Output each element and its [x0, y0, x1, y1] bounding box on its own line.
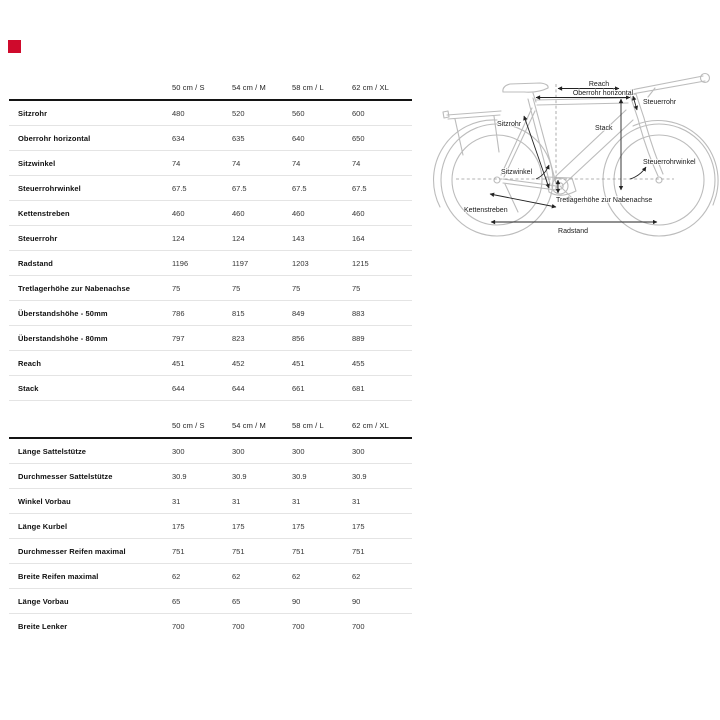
cell-value-l: 700 [292, 622, 305, 631]
cell-value-xl: 175 [352, 521, 365, 531]
cell-value-s: 700 [172, 622, 185, 631]
cell-value-xl: 75 [352, 283, 361, 293]
cell-value-xl: 31 [352, 496, 361, 506]
cell-value-s: 480 [172, 108, 185, 118]
size-header-row [9, 414, 412, 437]
table-row [9, 614, 412, 639]
cell-value-l: 849 [292, 308, 305, 318]
row-label: Breite Reifen maximal [18, 571, 99, 581]
cell-value-m: 75 [232, 283, 241, 293]
row-label: Stack [18, 383, 39, 393]
diagram-label-reach: Reach [588, 81, 610, 88]
cell-value-l: 751 [292, 546, 305, 556]
cell-value-m: 30.9 [232, 471, 247, 481]
head-tube [630, 94, 644, 119]
table-row [9, 326, 412, 351]
diagram-label-radstand: Radstand [558, 228, 588, 235]
handlebar [630, 76, 705, 97]
cell-value-xl: 650 [352, 133, 365, 143]
table-row [9, 589, 412, 614]
row-label: Steuerrohr [18, 233, 58, 243]
row-label: Länge Kurbel [18, 521, 68, 531]
cell-value-l: 75 [292, 283, 301, 293]
table-row [9, 464, 412, 489]
table-row [9, 539, 412, 564]
cell-value-l: 640 [292, 133, 305, 143]
cell-value-l: 31 [292, 496, 301, 506]
saddle [503, 83, 548, 102]
cell-value-s: 67.5 [172, 183, 187, 193]
cell-value-l: 175 [292, 521, 305, 531]
table-row [9, 351, 412, 376]
cell-value-m: 74 [232, 158, 241, 168]
cell-value-l: 460 [292, 208, 305, 218]
geometry-table [9, 76, 412, 639]
cell-value-xl: 681 [352, 383, 365, 393]
table-row [9, 126, 412, 151]
row-label: Durchmesser Sattelstütze [18, 471, 113, 481]
row-label: Überstandshöhe - 80mm [18, 333, 108, 343]
cell-value-l: 300 [292, 446, 305, 456]
row-label: Durchmesser Reifen maximal [18, 546, 126, 556]
cell-value-l: 143 [292, 233, 305, 243]
cell-value-l: 90 [292, 596, 301, 606]
cell-value-m: 460 [232, 208, 245, 218]
row-label: Reach [18, 358, 42, 368]
table-row [9, 376, 412, 401]
table-row [9, 514, 412, 539]
rear-hub [494, 177, 500, 183]
cell-value-l: 1203 [292, 258, 309, 268]
cell-value-l: 30.9 [292, 471, 307, 481]
cell-value-xl: 67.5 [352, 183, 367, 193]
cell-value-xl: 164 [352, 233, 365, 243]
table-row [9, 201, 412, 226]
component-rows [9, 437, 412, 639]
cell-value-xl: 1215 [352, 258, 369, 268]
size-column-header: 54 cm / M [232, 421, 266, 430]
size-column-header: 54 cm / M [232, 83, 266, 92]
cell-value-xl: 455 [352, 358, 365, 368]
motor-housing [546, 177, 576, 195]
geometry-section-frame [9, 76, 412, 401]
cell-value-xl: 62 [352, 571, 361, 581]
cell-value-s: 300 [172, 446, 185, 456]
row-label: Sitzrohr [18, 108, 48, 118]
cell-value-s: 65 [172, 596, 181, 606]
table-row [9, 489, 412, 514]
cell-value-xl: 883 [352, 308, 365, 318]
cell-value-s: 786 [172, 308, 185, 318]
cell-value-xl: 889 [352, 333, 365, 343]
cell-value-m: 31 [232, 496, 241, 506]
row-label: Oberrohr horizontal [18, 133, 91, 143]
row-label: Steuerrohrwinkel [18, 183, 81, 193]
table-row [9, 301, 412, 326]
cell-value-xl: 460 [352, 208, 365, 218]
cell-value-s: 797 [172, 333, 185, 343]
size-column-header: 50 cm / S [172, 83, 205, 92]
steuerrohr-arrow [633, 96, 637, 110]
cell-value-m: 300 [232, 446, 245, 456]
table-row [9, 439, 412, 464]
cell-value-m: 644 [232, 383, 245, 393]
diagram-label-sitzrohr: Sitzrohr [497, 121, 522, 128]
diagram-label-steuerrohr: Steuerrohr [643, 99, 677, 106]
diagram-label-kettenstreben: Kettenstreben [464, 207, 508, 214]
cell-value-s: 634 [172, 133, 185, 143]
front-wheel-rim [614, 135, 704, 225]
seat-stay [501, 108, 535, 177]
cell-value-m: 1197 [232, 258, 249, 268]
kettenstreben-arrow [490, 194, 556, 207]
cell-value-m: 700 [232, 622, 245, 631]
row-label: Länge Vorbau [18, 596, 69, 606]
cell-value-l: 560 [292, 108, 305, 118]
cell-value-s: 175 [172, 521, 185, 531]
row-label: Winkel Vorbau [18, 496, 71, 506]
bike-geometry-diagram [430, 60, 720, 255]
cell-value-m: 823 [232, 333, 245, 343]
table-row [9, 276, 412, 301]
cell-value-m: 452 [232, 358, 245, 368]
cell-value-l: 451 [292, 358, 305, 368]
cell-value-m: 175 [232, 521, 245, 531]
cell-value-m: 751 [232, 546, 245, 556]
cell-value-m: 815 [232, 308, 245, 318]
cell-value-xl: 90 [352, 596, 361, 606]
cell-value-m: 65 [232, 596, 241, 606]
row-label: Überstandshöhe - 50mm [18, 308, 108, 318]
size-column-header: 50 cm / S [172, 421, 205, 430]
cell-value-s: 75 [172, 283, 181, 293]
cell-value-m: 67.5 [232, 183, 247, 193]
front-hub [656, 177, 662, 183]
cell-value-m: 520 [232, 108, 245, 118]
cell-value-m: 124 [232, 233, 245, 243]
cell-value-l: 661 [292, 383, 305, 393]
cell-value-xl: 700 [352, 622, 365, 631]
diagram-label-stack: Stack [595, 125, 613, 132]
cell-value-m: 635 [232, 133, 245, 143]
diagram-label-sitzwinkel: Sitzwinkel [501, 169, 533, 176]
cell-value-s: 451 [172, 358, 185, 368]
table-row [9, 151, 412, 176]
diagram-label-oberrohr: Oberrohr horizontal [572, 90, 634, 97]
row-label: Radstand [18, 258, 53, 268]
size-column-header: 58 cm / L [292, 421, 324, 430]
cell-value-l: 856 [292, 333, 305, 343]
row-label: Sitzwinkel [18, 158, 56, 168]
cell-value-l: 62 [292, 571, 301, 581]
cell-value-l: 74 [292, 158, 301, 168]
cell-value-s: 62 [172, 571, 181, 581]
diagram-label-steuerrohrwinkel: Steuerrohrwinkel [643, 159, 696, 166]
cell-value-s: 751 [172, 546, 185, 556]
row-label: Breite Lenker [18, 622, 68, 631]
cell-value-s: 1196 [172, 258, 189, 268]
row-label: Tretlagerhöhe zur Nabenachse [18, 283, 131, 293]
geometry-section-components [9, 414, 412, 639]
cell-value-xl: 300 [352, 446, 365, 456]
size-header-row [9, 76, 412, 99]
table-row [9, 101, 412, 126]
cell-value-xl: 600 [352, 108, 365, 118]
table-row [9, 251, 412, 276]
cell-value-s: 124 [172, 233, 185, 243]
cell-value-s: 460 [172, 208, 185, 218]
cell-value-l: 67.5 [292, 183, 307, 193]
table-row [9, 226, 412, 251]
brand-accent-square [8, 40, 21, 53]
steuerrohrwinkel-arc-arrow [630, 167, 646, 179]
table-row [9, 176, 412, 201]
row-label: Kettenstreben [18, 208, 70, 218]
row-label: Länge Sattelstütze [18, 446, 87, 456]
rear-rack [443, 111, 501, 155]
cell-value-s: 30.9 [172, 471, 187, 481]
size-column-header: 62 cm / XL [352, 421, 389, 430]
front-wheel [603, 124, 715, 236]
cell-value-s: 31 [172, 496, 181, 506]
diagram-label-tretlagerhoehe: Tretlagerhöhe zur Nabenachse [556, 197, 653, 204]
frame-rows [9, 99, 412, 401]
cell-value-m: 62 [232, 571, 241, 581]
cell-value-s: 74 [172, 158, 181, 168]
table-row [9, 564, 412, 589]
top-tube [536, 98, 628, 105]
cell-value-xl: 30.9 [352, 471, 367, 481]
cell-value-s: 644 [172, 383, 185, 393]
cell-value-xl: 751 [352, 546, 365, 556]
size-column-header: 58 cm / L [292, 83, 324, 92]
cell-value-xl: 74 [352, 158, 361, 168]
size-column-header: 62 cm / XL [352, 83, 389, 92]
